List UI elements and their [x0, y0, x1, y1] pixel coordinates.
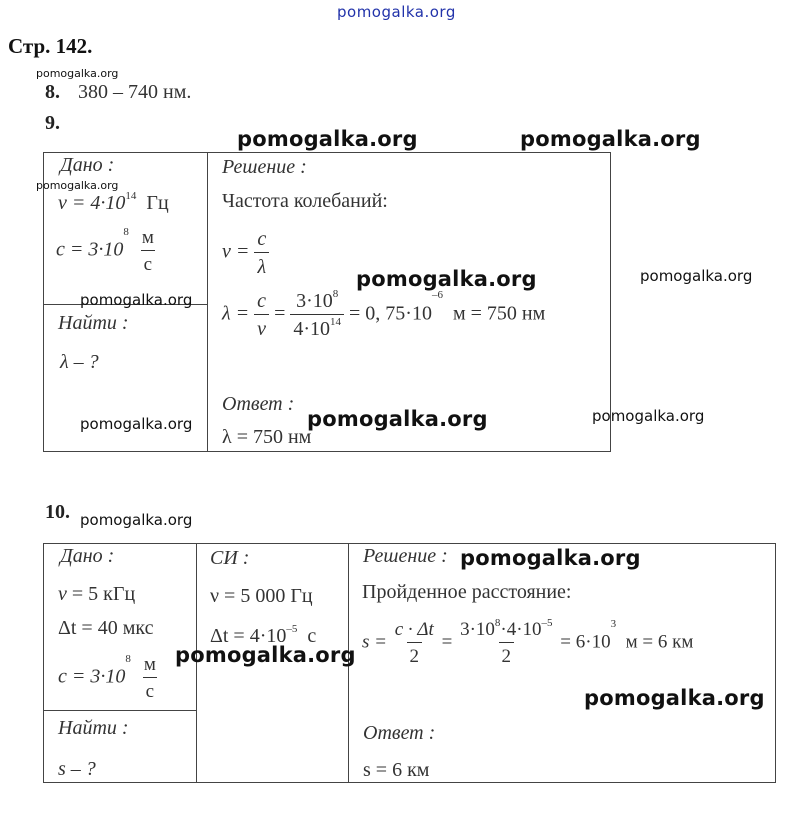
watermark: pomogalka.org	[640, 267, 753, 285]
watermark-top: pomogalka.org	[337, 3, 456, 21]
task10-dano-label: Дано :	[60, 545, 115, 567]
task10-answer: s = 6 км	[363, 759, 430, 781]
task9-answer: λ = 750 нм	[222, 426, 312, 448]
task9-number: 9.	[45, 112, 60, 134]
task9-find: λ – ?	[60, 351, 99, 373]
watermark: pomogalka.org	[592, 407, 705, 425]
task10-step-title: Пройденное расстояние:	[362, 581, 572, 603]
task9-dano-label: Дано :	[60, 154, 115, 176]
watermark: pomogalka.org	[175, 643, 356, 667]
task9-formula-1: ν = $\frac{c}{\lambda}$	[222, 229, 269, 277]
page-title: Стр. 142.	[8, 34, 93, 58]
watermark: pomogalka.org	[307, 407, 488, 431]
task8-number: 8.	[45, 81, 60, 103]
task10-si-label: СИ :	[210, 547, 250, 569]
task8-answer: 380 – 740 нм.	[78, 81, 192, 103]
task9-naiti-label: Найти :	[58, 312, 129, 334]
task10-c-given: $c = 3\cdot 10^8$ $\frac{м}{с}$	[58, 653, 156, 702]
watermark: pomogalka.org	[36, 67, 119, 80]
task9-formula-2: λ = $\frac{c}{\nu}$ = $\frac{3\cdot 10^8}{4\cdot 10^{14}}$ = 0, $75\cdot 10^{-6}$ м = 750 нм	[222, 288, 546, 340]
watermark: pomogalka.org	[80, 415, 193, 433]
watermark: pomogalka.org	[584, 686, 765, 710]
task10-number: 10.	[45, 501, 70, 523]
watermark: pomogalka.org	[237, 127, 418, 151]
task10-nu-given: ν = 5 кГц	[58, 583, 136, 605]
task10-otvet-label: Ответ :	[363, 722, 436, 744]
watermark: pomogalka.org	[36, 179, 119, 192]
task10-si-dt: $\Delta t = 4\cdot 10^{-5}$ с	[210, 623, 317, 647]
task10-formula: s = $\frac{c \cdot \Delta t}{2}$ = $\frac{3\cdot 10^8\cdot 4\cdot 10^{-5}}{2}$ = $6\cdot 10^3$ м = 6 км	[362, 617, 694, 667]
task9-nu-given: $\nu = 4\cdot 10^{14}$ Гц	[58, 190, 169, 214]
task10-naiti-label: Найти :	[58, 717, 129, 739]
watermark: pomogalka.org	[80, 511, 193, 529]
task9-reshenie-label: Решение :	[222, 156, 307, 178]
task10-si-nu: ν = 5 000 Гц	[210, 585, 313, 607]
task10-reshenie-label: Решение :	[363, 545, 448, 567]
watermark: pomogalka.org	[460, 546, 641, 570]
task9-otvet-label: Ответ :	[222, 393, 295, 415]
task10-dt-given: Δt = 40 мкс	[58, 617, 154, 639]
task9-step-title: Частота колебаний:	[222, 190, 388, 212]
task10-find: s – ?	[58, 758, 96, 780]
watermark: pomogalka.org	[80, 291, 193, 309]
watermark: pomogalka.org	[356, 267, 537, 291]
task9-c-given: $c = 3\cdot 10^8$ $\frac{м}{с}$	[56, 226, 154, 275]
watermark: pomogalka.org	[520, 127, 701, 151]
